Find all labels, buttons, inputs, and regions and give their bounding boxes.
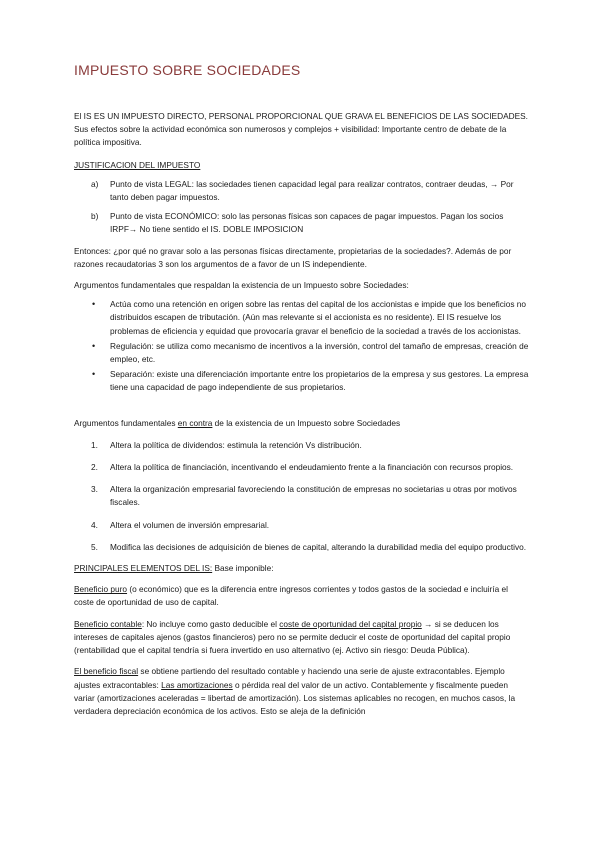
list-item — [74, 519, 530, 532]
beneficio-fiscal-pre: se obtiene partiendo del resultado contable y haciendo una serie de ajuste extracontables. Ejemplo ajustes extracontables: — [74, 666, 505, 690]
document-body — [74, 110, 530, 726]
list-item — [74, 483, 530, 509]
list-item — [74, 461, 530, 474]
list-item-text: Altera la organización empresarial favoreciendo la constitución de empresas no societarias u otras por motivos fiscales. — [110, 484, 517, 508]
list-item-text: se utiliza como mecanismo de incentivos a la inversión, control del tamaño de empresas, creación de empleo, etc. — [110, 340, 529, 365]
list-item-text: Punto de vista ECONÓMICO: solo las personas físicas son capaces de pagar impuestos. Pagan los socios IRPF→ No tiene sentido el IS. DOBLE IMPOSICION — [110, 211, 504, 235]
list-item-text: Altera la política de dividendos: estimula la retención Vs distribución. — [110, 439, 362, 450]
principales-paragraph — [74, 562, 530, 575]
list-item — [74, 298, 530, 338]
list-item — [74, 178, 530, 204]
beneficio-contable-post: → si se deducen los intereses de capitales ajenos (gastos financieros) pero no se permite deducir el coste de oportunidad del capital propio (rentabilidad que el capital tendría si fuera invertido en uso alternativo (ej. Activo sin riesgo: Deuda Pública). — [74, 618, 511, 656]
contra-heading-underlined: en contra — [177, 417, 213, 428]
list-marker: 2. — [91, 462, 98, 473]
list-marker: a) — [91, 178, 99, 189]
principales-heading: PRINCIPALES ELEMENTOS DEL IS: — [74, 563, 213, 574]
principales-rest: Base imponible: — [212, 563, 274, 574]
document-title: IMPUESTO SOBRE SOCIEDADES — [74, 62, 301, 78]
intro-paragraph: El IS ES UN IMPUESTO DIRECTO, PERSONAL PROPORCIONAL QUE GRAVA EL BENEFICIOS DE LAS SOCIEDADES. Sus efectos sobre la actividad económica son numerosos y complejos + visibilidad: Importante centro de debate de la política impositiva. — [74, 111, 528, 148]
list-item-text: existe una diferenciación importante entre los propietarios de la empresa y sus gestores. La empresa tiene una capacidad de pago independiente de sus propietarios. — [110, 369, 529, 393]
entonces-paragraph: Entonces: ¿por qué no gravar solo a las personas físicas directamente, propietarias de la sociedades?. Además de por razones recaudatorias 3 son los argumentos de a favor de un IS independiente. — [74, 245, 512, 269]
spacer — [74, 403, 530, 417]
list-item-term: Separación: — [110, 369, 155, 380]
list-marker: 3. — [91, 484, 98, 495]
list-item-term: Regulación: — [110, 340, 154, 351]
list-item — [74, 340, 530, 366]
list-marker: 5. — [91, 541, 98, 552]
contra-heading — [74, 417, 530, 430]
beneficio-fiscal-term: El beneficio fiscal — [74, 666, 139, 677]
list-item — [74, 439, 530, 452]
bullet-icon: • — [92, 340, 96, 351]
beneficio-contable-pre: : No incluye como gasto deducible el — [141, 618, 280, 629]
beneficio-fiscal-paragraph — [74, 665, 530, 718]
justificacion-heading — [74, 159, 530, 172]
coste-oportunidad-term: coste de oportunidad del capital propio — [279, 618, 422, 629]
list-item — [74, 210, 530, 236]
amortizaciones-term: Las amortizaciones — [161, 679, 233, 690]
beneficio-contable-term: Beneficio contable — [74, 618, 142, 629]
list-marker: b) — [91, 211, 99, 222]
contra-heading-pre: Argumentos fundamentales — [74, 417, 178, 428]
contra-heading-post: de la existencia de un Impuesto sobre Sociedades — [212, 417, 401, 428]
beneficio-puro-term: Beneficio puro — [74, 584, 128, 595]
list-item-text: Modifica las decisiones de adquisición de bienes de capital, alterando la durabilidad media del equipo productivo. — [110, 541, 527, 552]
justificacion-heading-text: JUSTIFICACION DEL IMPUESTO — [74, 159, 201, 170]
list-item — [74, 368, 530, 394]
list-marker: 1. — [91, 439, 98, 450]
list-item-term: Actúa como una retención en origen — [110, 299, 244, 310]
favor-heading: Argumentos fundamentales que respaldan la existencia de un Impuesto sobre Sociedades: — [74, 280, 409, 291]
list-item-text: Punto de vista LEGAL: las sociedades tienen capacidad legal para realizar contratos, contraer deudas, → Por tanto deben pagar impuestos. — [110, 178, 514, 203]
beneficio-fiscal-post: o pérdida real del valor de un activo. Contablemente y fiscalmente pueden variar (amortizaciones aceleradas = libertad de amortización). Los sistemas aplicables no recogen, en muchos casos, la verdadera depreciación económica de los activos. Esto se aleja de la definición — [74, 679, 516, 716]
beneficio-puro-text: (o económico) que es la diferencia entre ingresos corrientes y todos gastos de la sociedad e incluiría el coste de oportunidad de uso de capital. — [74, 584, 508, 608]
list-item — [74, 541, 530, 554]
beneficio-contable-paragraph — [74, 618, 530, 658]
beneficio-puro-paragraph — [74, 583, 530, 609]
list-item-text: sobre las rentas del capital de los accionistas e impide que los beneficios no distribuidos escapen de tributación. (Aún mas relevante si el accionista es no residente). El IS resuelve los problemas de eficiencia y equidad que provocaría gravar el beneficio de la sociedad a través de los accionistas. — [110, 299, 527, 336]
list-item-text: Altera la política de financiación, incentivando el endeudamiento frente a la financiación con recursos propios. — [110, 462, 514, 473]
bullet-icon: • — [92, 299, 96, 310]
bullet-icon: • — [92, 369, 96, 380]
list-marker: 4. — [91, 519, 98, 530]
list-item-text: Altera el volumen de inversión empresarial. — [110, 519, 270, 530]
